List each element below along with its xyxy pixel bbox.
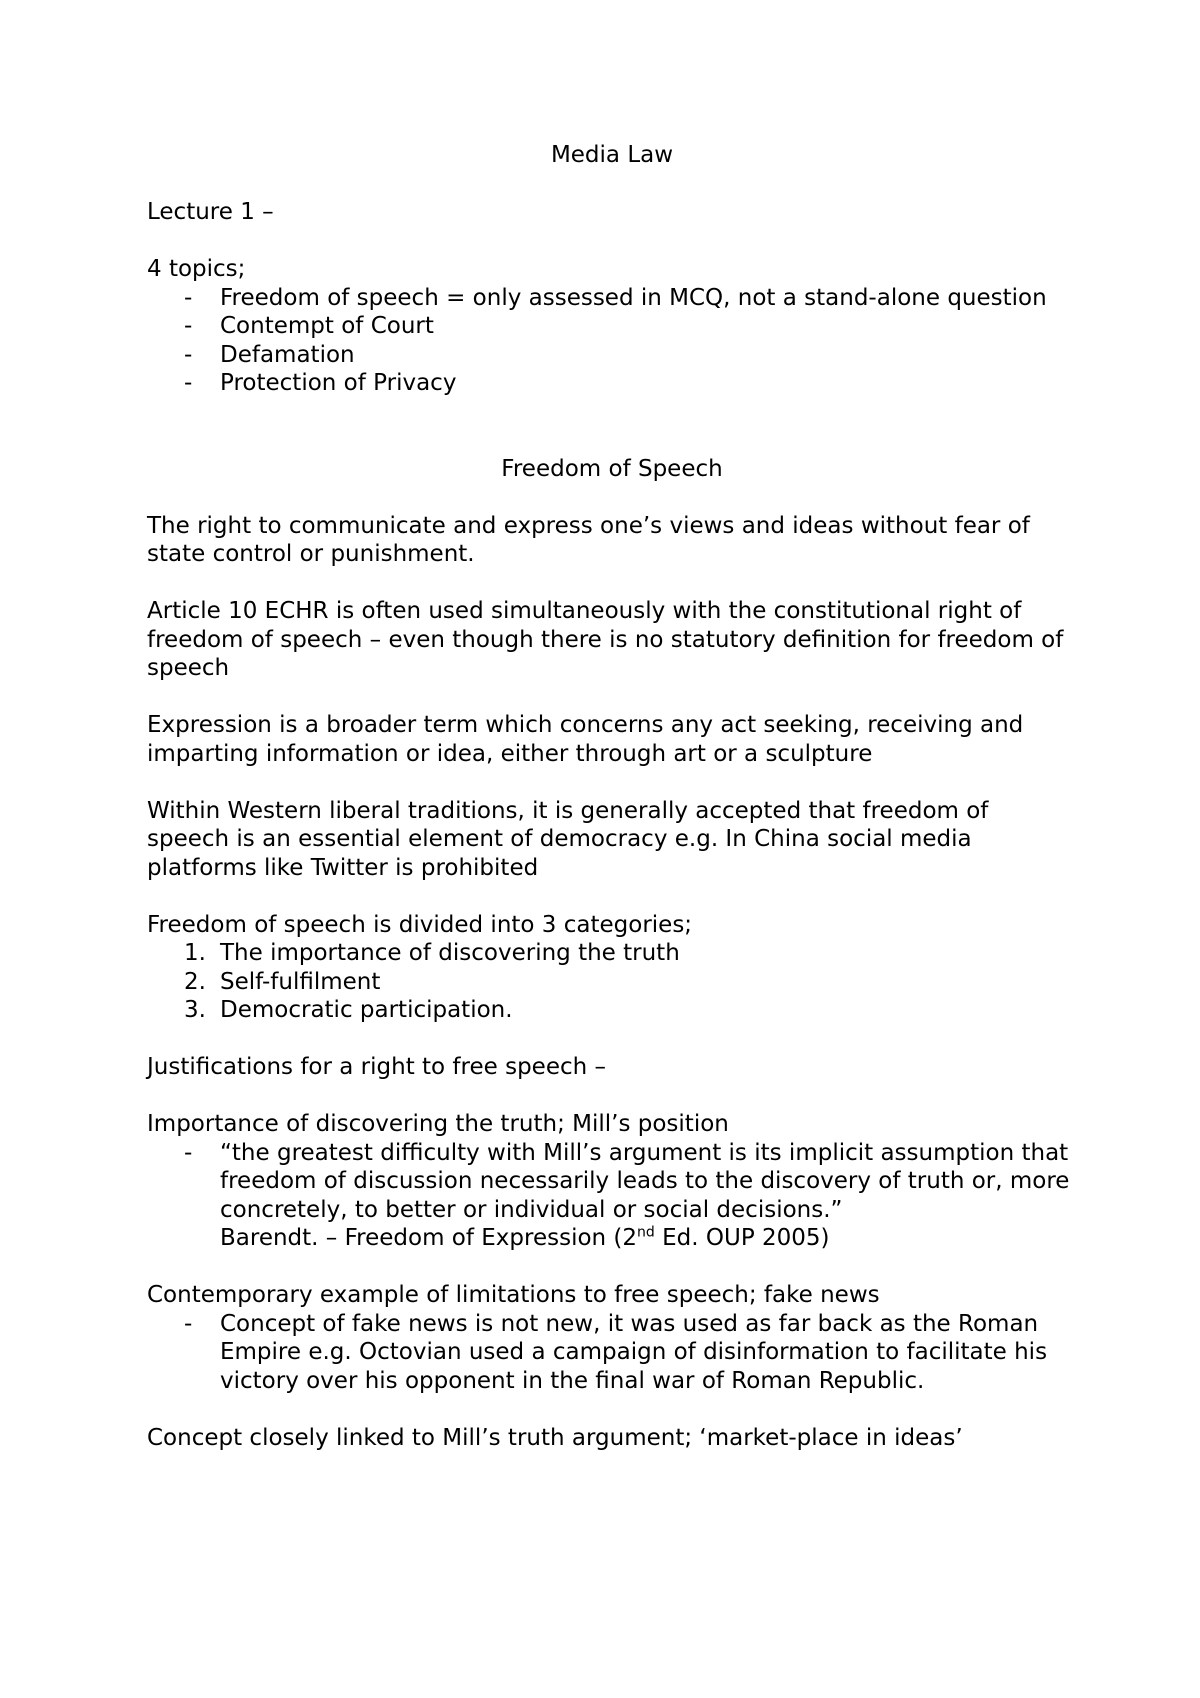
citation-superscript: nd — [637, 1224, 655, 1241]
list-item-text: The importance of discovering the truth — [220, 940, 680, 966]
topics-heading: 4 topics; — [147, 256, 246, 282]
list-number: 2. — [184, 968, 206, 995]
fake-news-list — [147, 1310, 1077, 1396]
categories-list — [147, 939, 1077, 1025]
bullet-dash: - — [184, 370, 193, 396]
bullet-dash: - — [184, 284, 193, 311]
section-title: Freedom of Speech — [501, 455, 723, 482]
list-item — [147, 369, 1077, 398]
topics-list — [147, 284, 1077, 398]
bullet-dash: - — [184, 313, 193, 339]
list-number: 3. — [184, 997, 206, 1023]
lecture-heading: Lecture 1 – — [147, 199, 274, 225]
list-item — [147, 968, 1077, 997]
list-item — [147, 996, 1077, 1025]
list-item-text: Contempt of Court — [220, 313, 434, 339]
paragraph-article10: Article 10 ECHR is often used simultaneously with the constitutional right of freedom of speech – even though there is no statutory definition for freedom of speech — [147, 598, 1064, 681]
paragraph-definition: The right to communicate and express one’s views and ideas without fear of state control or punishment. — [147, 512, 1030, 567]
bullet-dash: - — [184, 1310, 193, 1337]
list-item — [147, 939, 1077, 968]
bullet-dash: - — [184, 341, 193, 368]
list-item-text: Concept of fake news is not new, it was used as far back as the Roman Empire e.g. Octovian used a campaign of disinformation to facilitate his victory over his opponent in the final war of Roman Republic. — [220, 1310, 1048, 1394]
list-item-text: Self-fulfilment — [220, 968, 381, 995]
list-item — [147, 312, 1077, 341]
truth-list — [147, 1139, 1077, 1253]
citation-text-end: Ed. OUP 2005) — [654, 1225, 830, 1251]
list-item — [147, 284, 1077, 313]
paragraph-western: Within Western liberal traditions, it is generally accepted that freedom of speech is an essential element of democracy e.g. In China social media platforms like Twitter is prohibited — [147, 797, 989, 881]
list-item — [147, 341, 1077, 370]
categories-heading: Freedom of speech is divided into 3 categories; — [147, 911, 693, 938]
list-number: 1. — [184, 940, 206, 966]
list-item — [147, 1310, 1077, 1396]
quote-text: “the greatest difficulty with Mill’s argument is its implicit assumption that freedom of discussion necessarily leads to the discovery of truth or, more concretely, to better or individual or social decisions.” — [220, 1139, 1070, 1223]
list-item-text: Democratic participation. — [220, 997, 513, 1023]
list-item-text: Protection of Privacy — [220, 370, 457, 396]
truth-heading: Importance of discovering the truth; Mill’s position — [147, 1111, 729, 1137]
list-item-text: Freedom of speech = only assessed in MCQ, not a stand-alone question — [220, 284, 1047, 311]
document-body — [147, 141, 1077, 1452]
document-title: Media Law — [550, 142, 674, 168]
justifications-heading: Justifications for a right to free speech – — [147, 1054, 607, 1080]
list-item — [147, 1139, 1077, 1253]
fake-news-heading: Contemporary example of limitations to free speech; fake news — [147, 1282, 880, 1308]
paragraph-expression: Expression is a broader term which concerns any act seeking, receiving and imparting information or idea, either through art or a sculpture — [147, 712, 1024, 767]
list-item-text: Defamation — [220, 341, 355, 368]
closing-paragraph: Concept closely linked to Mill’s truth argument; ‘market-place in ideas’ — [147, 1424, 963, 1451]
citation-text: Barendt. – Freedom of Expression (2 — [220, 1225, 638, 1251]
bullet-dash: - — [184, 1139, 193, 1166]
